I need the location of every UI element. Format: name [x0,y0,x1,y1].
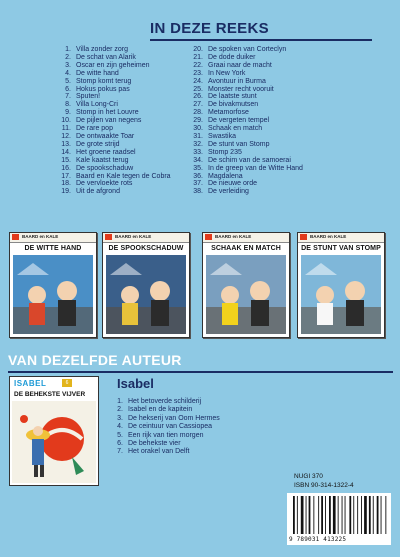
album-cover-illustration [206,255,286,334]
list-item [190,93,303,101]
list-item [190,78,303,86]
isabel-book-list [110,398,220,457]
list-item-title: Graai naar de macht [208,61,272,69]
barcode [287,493,391,545]
list-item-number: 9. [65,109,71,117]
list-item [58,157,171,165]
album-cover-series: BAARD en KALE [310,234,347,239]
list-item [190,188,303,196]
list-item-title: De bivakmutsen [208,101,259,109]
list-item-number: 25. [193,85,203,93]
series-list-column-1 [58,46,171,196]
album-cover [9,232,97,338]
list-item-title: De laatste stunt [208,93,257,101]
list-item [58,93,171,101]
list-item-number: 23. [193,69,203,77]
list-item [190,54,303,62]
list-item-title: De witte hand [76,69,119,77]
album-cover-title: SCHAAK EN MATCH [211,245,281,252]
list-item-title: Het groene raadsel [76,148,136,156]
list-item-title: De vervloekte rots [76,180,133,188]
list-item-title: Monster recht vooruit [208,85,274,93]
isabel-cover-number: 6 [62,379,72,387]
list-item [58,109,171,117]
list-item [190,46,303,54]
list-item [190,180,303,188]
list-item [110,423,220,431]
list-item [58,141,171,149]
album-cover-badge [205,234,212,240]
list-item-number: 3. [117,414,123,422]
list-item-number: 5. [65,77,71,85]
list-item-title: Villa Long-Cri [76,101,118,109]
list-item [110,448,220,456]
list-item-title: De schim van de samoerai [208,156,291,164]
album-cover-illustration [106,255,186,334]
list-item-title: De dode duiker [208,53,256,61]
list-item [58,173,171,181]
album-cover-badge [300,234,307,240]
list-item [110,398,220,406]
album-cover-series: BAARD en KALE [22,234,59,239]
list-item-title: Stomp komt terug [76,77,132,85]
list-item-number: 29. [193,117,203,125]
list-item-number: 34. [193,156,203,164]
list-item-title: In New York [208,69,246,77]
list-item-title: De grote strijd [76,140,120,148]
series-heading: IN DEZE REEKS [150,20,269,37]
list-item-title: De nieuwe orde [208,180,258,188]
nugi-code: NUGI 370 [294,473,323,480]
list-item [58,54,171,62]
isabel-cover-thumbnail [9,376,99,486]
list-item-title: Oscar en zijn geheimen [76,61,150,69]
list-item [110,406,220,414]
list-item [190,101,303,109]
list-item [58,62,171,70]
album-cover-title: DE STUNT VAN STOMP [301,245,381,252]
list-item-title: Sputen! [76,93,101,101]
list-item [190,62,303,70]
list-item-title: Kale kaatst terug [76,156,129,164]
list-item [190,86,303,94]
list-item-title: Isabel en de kapitein [128,406,193,414]
list-item [190,117,303,125]
list-item-title: Uit de afgrond [76,188,120,196]
barcode-icon [291,496,387,536]
list-item-title: Stomp in het Louvre [76,109,139,117]
list-item [190,109,303,117]
list-item-number: 28. [193,109,203,117]
list-item [110,432,220,440]
same-author-rule [8,371,393,373]
cover-thumbnails [0,232,400,342]
list-item-title: Swastika [208,132,237,140]
list-item-number: 10. [61,117,71,125]
list-item-number: 22. [193,61,203,69]
list-item-title: De behekste vier [128,440,181,448]
list-item-number: 5. [117,431,123,439]
list-item-number: 27. [193,101,203,109]
list-item-title: De hekserij van Oom Hermes [128,414,220,422]
list-item-title: De pijlen van negens [76,117,142,125]
album-cover-series: BAARD en KALE [115,234,152,239]
list-item-number: 36. [193,172,203,180]
list-item-title: De vergeten tempel [208,117,270,125]
list-item-title: Hokus pokus pas [76,85,130,93]
list-item-title: De stunt van Stomp [208,140,270,148]
list-item [58,133,171,141]
series-heading-rule [150,39,372,41]
list-item-number: 26. [193,93,203,101]
album-cover-series: BAARD en KALE [215,234,252,239]
list-item-title: Het orakel van Delft [128,448,190,456]
list-item [190,149,303,157]
list-item [110,440,220,448]
list-item-number: 19. [61,188,71,196]
list-item-number: 30. [193,125,203,133]
list-item-number: 38. [193,188,203,196]
list-item-title: De verleiding [208,188,249,196]
list-item-title: De schat van Alarik [76,53,136,61]
list-item [190,125,303,133]
list-item-number: 37. [193,180,203,188]
list-item [58,70,171,78]
list-item-number: 31. [193,132,203,140]
album-cover [297,232,385,338]
list-item-title: De spookschaduw [76,164,134,172]
list-item-number: 4. [65,69,71,77]
list-item [58,46,171,54]
same-author-heading: VAN DEZELFDE AUTEUR [8,352,182,368]
list-item-number: 35. [193,164,203,172]
list-item-title: Baard en Kale tegen de Cobra [76,172,171,180]
isabel-series-name: Isabel [117,376,154,391]
album-cover [102,232,190,338]
list-item-number: 33. [193,148,203,156]
list-item [190,165,303,173]
album-cover [202,232,290,338]
list-item [58,180,171,188]
list-item-number: 18. [61,180,71,188]
list-item-number: 21. [193,53,203,61]
list-item-title: De spoken van Corteclyn [208,46,287,53]
list-item [190,157,303,165]
isabel-cover-series: ISABEL [14,379,47,388]
list-item-number: 6. [65,85,71,93]
list-item-number: 11. [61,125,71,133]
list-item-number: 6. [117,440,123,448]
list-item [58,117,171,125]
barcode-digits: 9 789031 413225 [289,536,347,543]
list-item-number: 20. [193,46,203,53]
list-item-title: Een rijk van tien morgen [128,431,204,439]
list-item-title: Schaak en match [208,125,263,133]
isabel-cover-title: DE BEHEKSTE VIJVER [14,391,86,398]
list-item-title: Het betoverde schilderij [128,398,202,405]
list-item-number: 8. [65,101,71,109]
list-item-number: 32. [193,140,203,148]
album-cover-badge [105,234,112,240]
list-item-title: De rare pop [76,125,113,133]
list-item-number: 2. [117,406,123,414]
series-list-column-2 [190,46,303,196]
album-cover-title: DE SPOOKSCHADUW [108,245,184,252]
list-item-number: 2. [65,53,71,61]
list-item [58,188,171,196]
list-item-title: In de greep van de Witte Hand [208,164,303,172]
list-item-title: Stomp 235 [208,148,242,156]
list-item-number: 13. [61,140,71,148]
list-item-number: 1. [65,46,71,53]
list-item [58,125,171,133]
list-item [190,133,303,141]
album-cover-badge [12,234,19,240]
list-item [58,78,171,86]
album-cover-illustration [301,255,381,334]
isabel-cover-illustration [12,401,96,483]
list-item-number: 16. [61,164,71,172]
list-item-number: 12. [61,132,71,140]
list-item-number: 4. [117,423,123,431]
list-item-number: 17. [61,172,71,180]
list-item-title: Magdalena [208,172,243,180]
list-item [190,141,303,149]
list-item [110,415,220,423]
list-item [58,149,171,157]
list-item-title: Avontuur in Burma [208,77,266,85]
list-item-number: 7. [65,93,71,101]
list-item-title: De ontwaakte Toar [76,132,135,140]
list-item-number: 15. [61,156,71,164]
isbn-code: ISBN 90-314-1322-4 [294,482,354,489]
album-cover-title: DE WITTE HAND [24,245,82,252]
list-item [58,165,171,173]
list-item-number: 1. [117,398,123,405]
list-item-title: Villa zonder zorg [76,46,129,53]
list-item [190,173,303,181]
list-item-number: 14. [61,148,71,156]
list-item [190,70,303,78]
list-item [58,101,171,109]
list-item-number: 7. [117,448,123,456]
list-item-number: 24. [193,77,203,85]
list-item [58,86,171,94]
list-item-title: De ceintuur van Cassiopea [128,423,213,431]
list-item-title: Metamorfose [208,109,249,117]
album-cover-illustration [13,255,93,334]
list-item-number: 3. [65,61,71,69]
